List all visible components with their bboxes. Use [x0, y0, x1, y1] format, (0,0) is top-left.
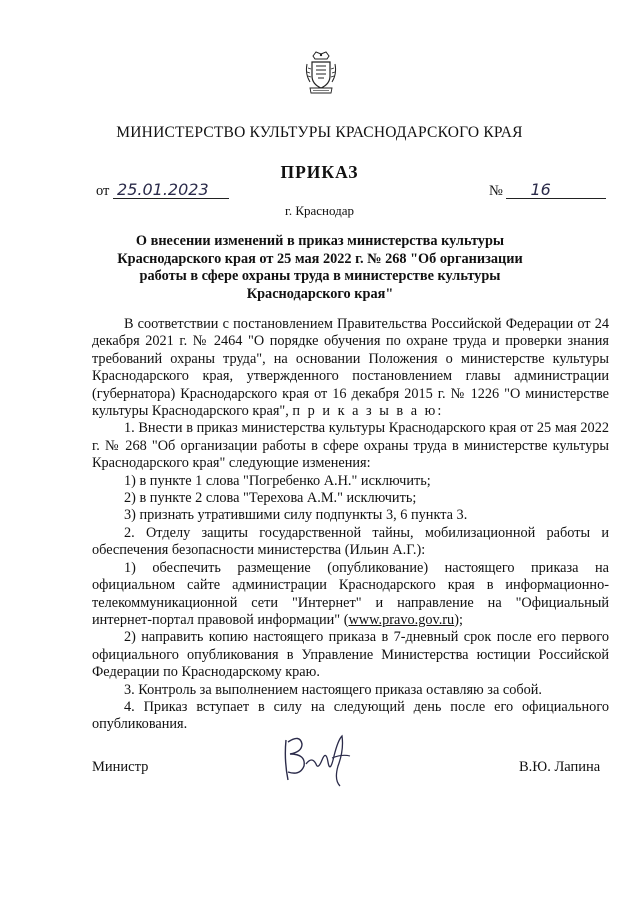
paragraph-2-1 — [92, 560, 609, 630]
pravo-link[interactable]: www.pravo.gov.ru — [348, 611, 455, 628]
paragraph-2: 2. Отделу защиты государственной тайны, мобилизационной работы и обеспечения безопасности министерства (Ильин А.Г.): — [92, 524, 609, 559]
paragraph-1-3: 3) признать утратившими силу подпункты 3, 6 пункта 3. — [124, 507, 468, 524]
handwritten-signature — [278, 730, 358, 790]
document-body — [92, 316, 609, 734]
paragraph-4: 4. Приказ вступает в силу на следующий день после его официального опубликования. — [92, 698, 609, 733]
number-prefix: № — [489, 183, 503, 199]
city: г. Краснодар — [284, 203, 355, 218]
number-value: 16 — [506, 182, 606, 199]
order-date — [96, 182, 229, 200]
paragraph-1-2: 2) в пункте 2 слова "Терехова А.М." исключить; — [124, 490, 417, 507]
document-type: ПРИКАЗ — [280, 162, 359, 182]
intro-paragraph — [92, 316, 609, 420]
paragraph-1-1: 1) в пункте 1 слова "Погребенко А.Н." исключить; — [124, 472, 431, 489]
paragraph-3: 3. Контроль за выполнением настоящего приказа оставляю за собой. — [124, 681, 543, 698]
ministry-name: МИНИСТЕРСТВО КУЛЬТУРЫ КРАСНОДАРСКОГО КРАЯ — [116, 124, 523, 141]
date-value: 25.01.2023 — [113, 182, 229, 199]
document-title: О внесении изменений в приказ министерства культуры Краснодарского края от 25 мая 2022 г. № 268 "Об организации работы в сфере охраны труда в министерстве культуры Краснодарского края" — [117, 233, 523, 302]
prikazyvayu-text: п р и к а з ы в а ю: — [292, 403, 444, 420]
order-number — [489, 182, 606, 200]
paragraph-2-1-text: 1) обеспечить размещение (опубликование) настоящего приказа на официальном сайте администрации Краснодарского края в информационно-телекоммуникационной сети "Интернет" и направление на "Официальный интернет-портал правовой информации" ( — [92, 559, 609, 628]
coat-of-arms-emblem — [304, 50, 338, 96]
signatory-position: Министр — [92, 759, 149, 775]
paragraph-1: 1. Внести в приказ министерства культуры Краснодарского края от 25 мая 2022 г. № 268 "Об организации работы в сфере охраны труда в министерстве культуры Краснодарского края" следующие изменения: — [92, 420, 609, 472]
paragraph-2-2: 2) направить копию настоящего приказа в 7-дневный срок после его первого официального опубликования в Управление Министерства юстиции Российской Федерации по Краснодарскому краю. — [92, 629, 609, 681]
intro-text: В соответствии с постановлением Правительства Российской Федерации от 24 декабря 2021 г. № 2464 "О порядке обучения по охране труда и проверки знания требований охраны труда", на основании Положения о министерстве культуры Краснодарского края, утвержденного постановлением главы администрации (губернатора) Краснодарского края от 16 декабря 2015 г. № 1226 "О министерстве культуры Краснодарского края", — [92, 316, 609, 420]
paragraph-2-1-end: ); — [454, 611, 463, 628]
signatory-name: В.Ю. Лапина — [519, 759, 601, 775]
date-prefix: от — [96, 183, 110, 199]
